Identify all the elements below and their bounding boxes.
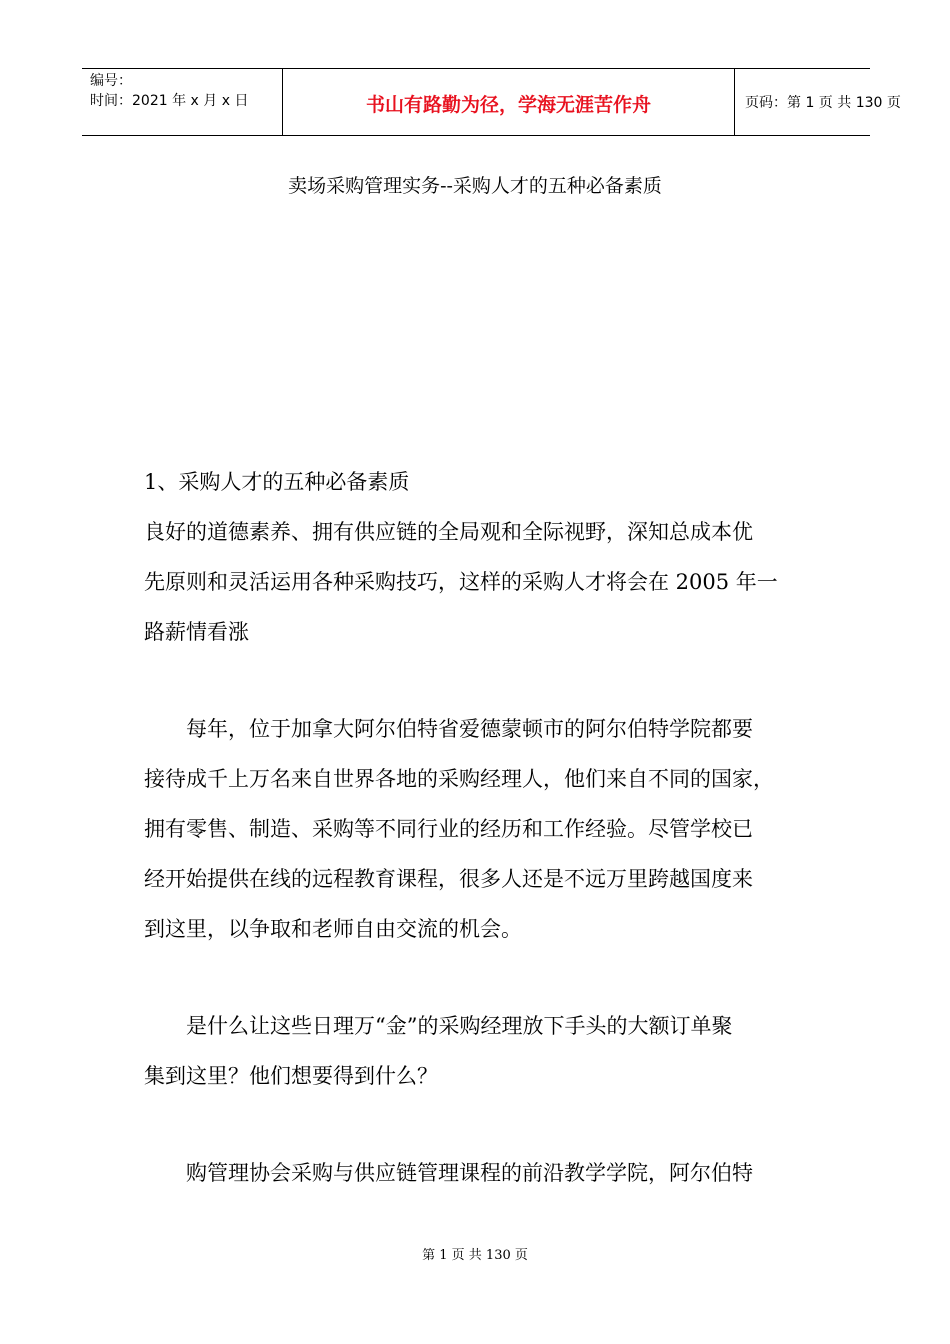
header-meta-cell [82, 69, 282, 135]
document-header [82, 68, 901, 136]
header-page-cell [735, 69, 901, 135]
body-line: 路薪情看涨 [144, 620, 249, 644]
body-line: 先原则和灵活运用各种采购技巧，这样的采购人才将会在 2005 年一 [144, 570, 778, 594]
body-line: 拥有零售、制造、采购等不同行业的经历和工作经验。尽管学校已 [144, 817, 753, 841]
header-motto-cell [282, 69, 735, 135]
body-line: 每年，位于加拿大阿尔伯特省爱德蒙顿市的阿尔伯特学院都要 [144, 717, 753, 741]
document-title: 卖场采购管理实务--采购人才的五种必备素质 [288, 175, 662, 197]
body-line: 购管理协会采购与供应链管理课程的前沿教学学院，阿尔伯特 [144, 1161, 753, 1185]
body-line: 集到这里？他们想要得到什么？ [144, 1064, 438, 1088]
body-line: 经开始提供在线的远程教育课程，很多人还是不远万里跨越国度来 [144, 867, 753, 891]
body-line: 到这里，以争取和老师自由交流的机会。 [144, 917, 522, 941]
body-line: 良好的道德素养、拥有供应链的全局观和全际视野，深知总成本优 [144, 520, 753, 544]
header-motto: 书山有路勤为径，学海无涯苦作舟 [365, 94, 651, 116]
header-page-info: 页码：第 1 页 共 130 页 [745, 95, 901, 111]
page-footer: 第 1 页 共 130 页 [422, 1248, 528, 1263]
body-line: 接待成千上万名来自世界各地的采购经理人，他们来自不同的国家， [144, 767, 774, 791]
body-line: 是什么让这些日理万“金”的采购经理放下手头的大额订单聚 [144, 1014, 733, 1038]
section-heading: 1、采购人才的五种必备素质 [144, 470, 410, 494]
number-label: 编号： [90, 73, 132, 89]
time-label: 时间：2021 年 x 月 x 日 [90, 93, 249, 109]
